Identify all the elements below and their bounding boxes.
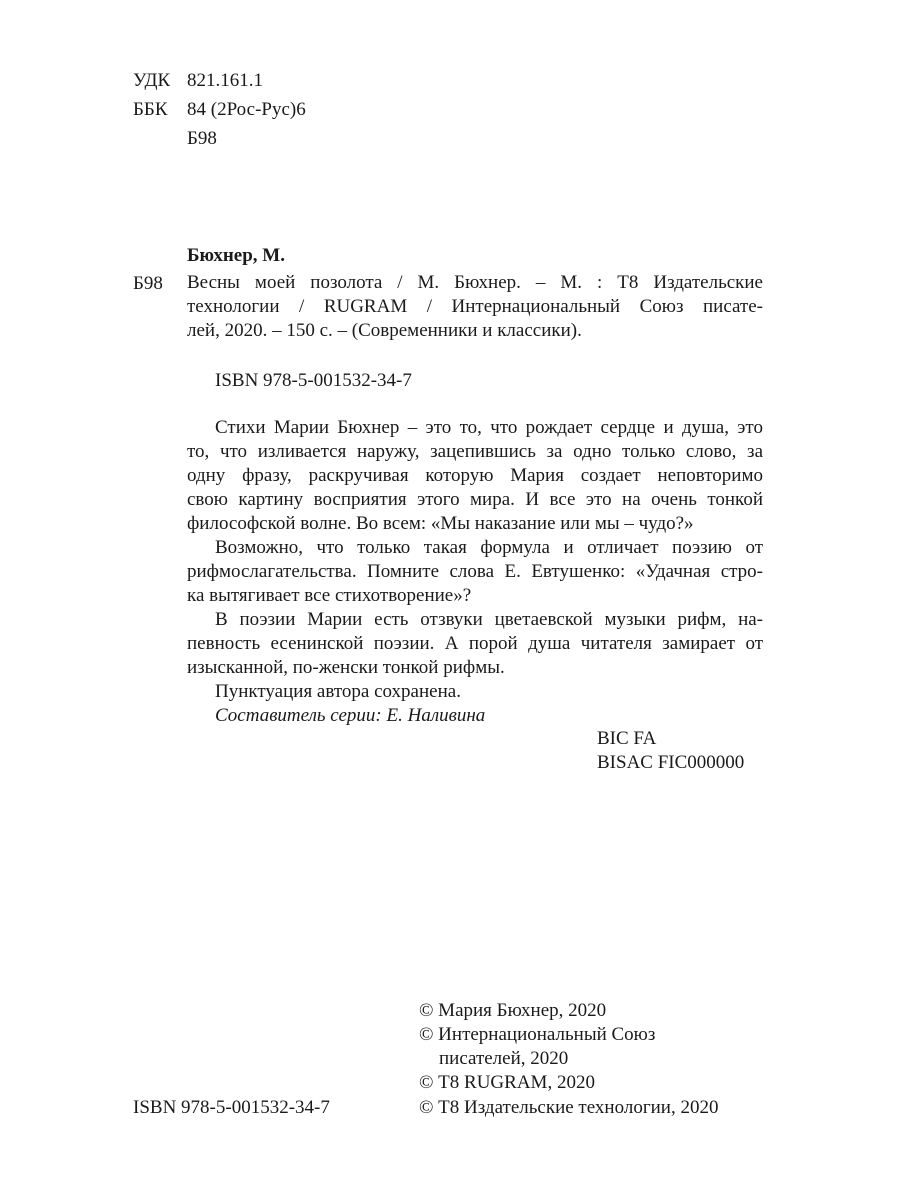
annotation-line: свою картину восприятия этого мира. И все это на очень тонкой	[187, 489, 763, 510]
bisac-code: BISAC FIC000000	[597, 752, 745, 773]
copyright-line: © Т8 RUGRAM, 2020	[419, 1072, 595, 1093]
udk-value: 821.161.1	[187, 70, 263, 91]
annotation	[187, 416, 763, 704]
annotation-line: одну фразу, раскручивая которую Мария создает неповторимо	[187, 465, 763, 486]
series-compiler: Составитель серии: Е. Наливина	[215, 705, 486, 726]
annotation-line: ка вытягивает все стихотворение»?	[187, 585, 472, 606]
copyright-line: © Т8 Издательские технологии, 2020	[419, 1097, 719, 1118]
side-author-mark: Б98	[133, 273, 163, 294]
footer-isbn: ISBN 978-5-001532-34-7	[133, 1097, 330, 1118]
bib-line: Весны моей позолота / М. Бюхнер. – М. : Т8 Издательские	[187, 272, 763, 293]
copyright-line: писателей, 2020	[439, 1048, 569, 1069]
annotation-line: певность есенинской поэзии. А порой душа читателя замирает от	[187, 633, 763, 654]
bib-line: лей, 2020. – 150 с. – (Современники и классики).	[187, 320, 582, 341]
bibliographic-description	[187, 271, 763, 343]
annotation-line: то, что изливается наружу, зацепившись за одно только слово, за	[187, 441, 763, 462]
bib-line: технологии / RUGRAM / Интернациональный Союз писате-	[187, 296, 763, 317]
bbk-label: ББК	[133, 99, 168, 120]
annotation-line: В поэзии Марии есть отзвуки цветаевской музыки рифм, на-	[215, 609, 763, 630]
bic-code: BIC FA	[597, 728, 657, 749]
bbk-value: 84 (2Рос-Рус)6	[187, 99, 306, 120]
annotation-line: Стихи Марии Бюхнер – это то, что рождает сердце и душа, это	[215, 417, 763, 438]
annotation-line: изысканной, по-женски тонкой рифмы.	[187, 657, 505, 678]
annotation-line: Возможно, что только такая формула и отличает поэзию от	[215, 537, 763, 558]
copyright-line: © Мария Бюхнер, 2020	[419, 1000, 607, 1021]
annotation-line: философской волне. Во всем: «Мы наказание или мы – чудо?»	[187, 513, 694, 534]
annotation-line: рифмослагательства. Помните слова Е. Евтушенко: «Удачная стро-	[187, 561, 763, 582]
author-heading: Бюхнер, М.	[187, 245, 285, 266]
author-mark: Б98	[187, 128, 217, 149]
copyright-line: © Интернациональный Союз	[419, 1024, 656, 1045]
udk-label: УДК	[133, 70, 171, 91]
annotation-line: Пунктуация автора сохранена.	[215, 681, 461, 702]
isbn-record: ISBN 978-5-001532-34-7	[215, 370, 412, 391]
